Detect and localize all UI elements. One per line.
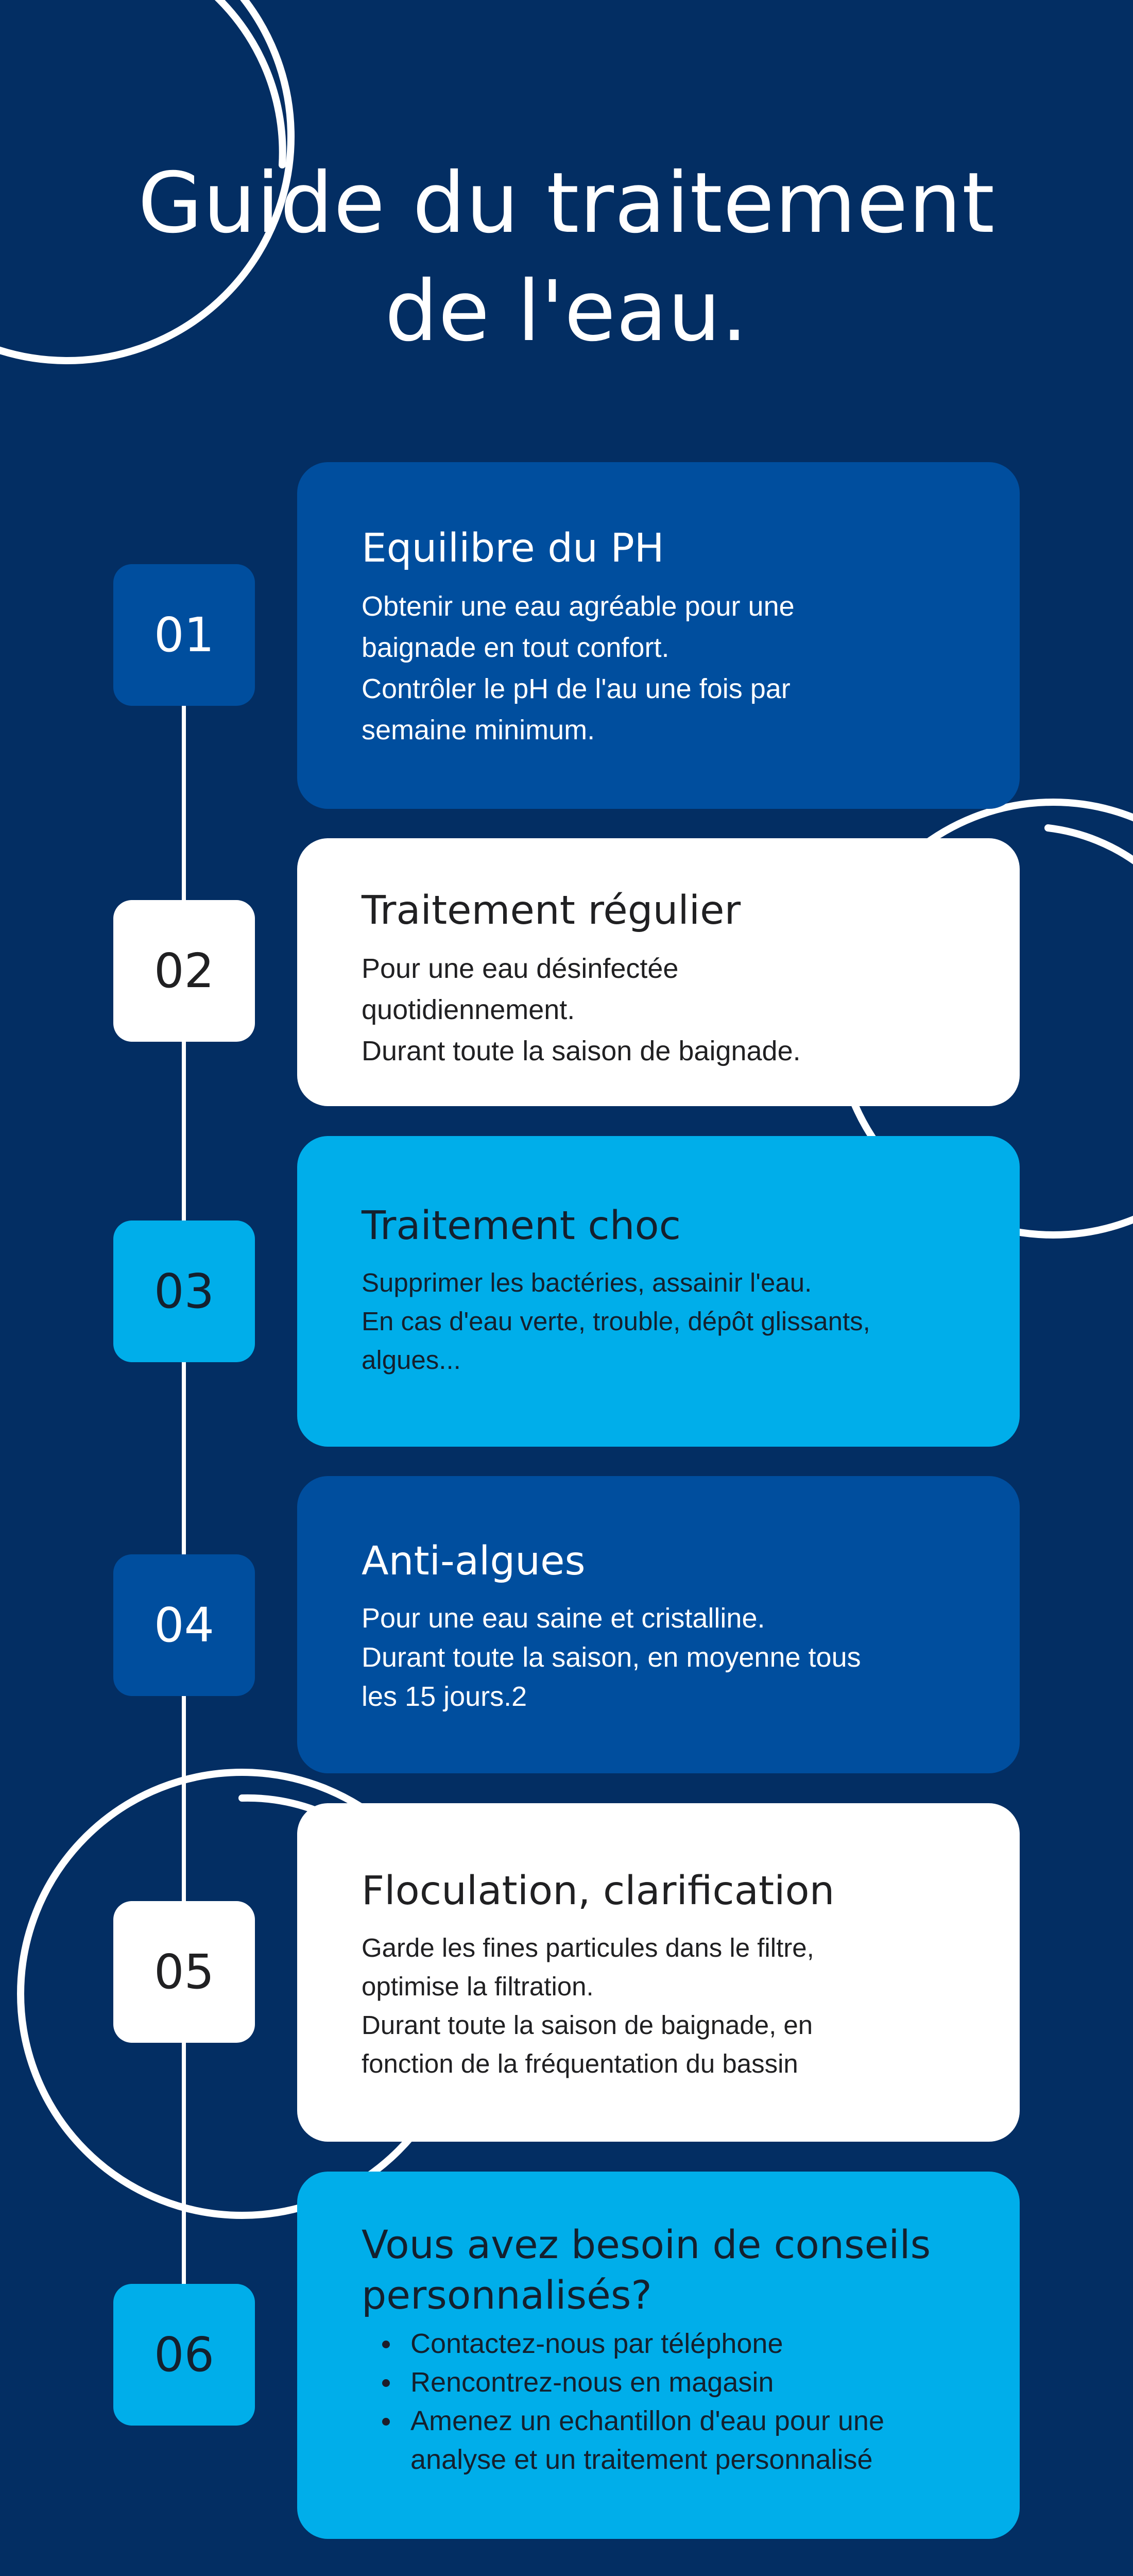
step-description [362, 948, 958, 1072]
description-line: les 15 jours.2 [362, 1681, 527, 1712]
step-card-personal-advice [297, 2172, 1020, 2539]
step-card-anti-algae [297, 1476, 1020, 1773]
heading-line: Vous avez besoin de conseils [362, 2222, 931, 2267]
description-line: Obtenir une eau agréable pour une [362, 591, 795, 622]
description-line: baignade en tout confort. [362, 632, 670, 663]
right-ring-inner-arc [1048, 828, 1133, 866]
top-left-ring-inner-arc [173, 0, 283, 165]
description-line: fonction de la fréquentation du bassin [362, 2049, 798, 2078]
description-line: Durant toute la saison, en moyenne tous [362, 1642, 861, 1673]
step-heading: Traitement régulier [362, 888, 741, 934]
description-line: Pour une eau désinfectée [362, 953, 679, 984]
step-number-badge-03: 03 [113, 1221, 255, 1362]
page-title-line-2: de l'eau. [385, 263, 748, 360]
step-card-regular-treatment [297, 838, 1020, 1106]
step-number-badge-02: 02 [113, 900, 255, 1042]
step-description [362, 586, 958, 751]
description-line: Contrôler le pH de l'au une fois par [362, 673, 791, 704]
page-title [0, 149, 1133, 366]
step-number-badge-04: 04 [113, 1554, 255, 1696]
step-number-badge-01: 01 [113, 564, 255, 706]
description-line: semaine minimum. [362, 715, 595, 745]
step-description [362, 1599, 958, 1716]
step-card-shock-treatment [297, 1136, 1020, 1447]
step-heading [362, 2219, 958, 2320]
bullet-text: analyse et un traitement personnalisé [410, 2444, 873, 2475]
step-number-badge-05: 05 [113, 1901, 255, 2043]
step-heading: Traitement choc [362, 1203, 681, 1249]
step-description [362, 1928, 958, 2083]
description-line: quotidiennement. [362, 994, 575, 1025]
description-line: Garde les fines particules dans le filtre, [362, 1933, 814, 1962]
bullet-item: Rencontrez-nous en magasin [362, 2363, 958, 2402]
step-description [362, 1263, 958, 1379]
step-card-flocculation [297, 1803, 1020, 2142]
step-card-ph-balance [297, 462, 1020, 809]
description-line: Durant toute la saison de baignade, en [362, 2010, 813, 2040]
description-line: Pour une eau saine et cristalline. [362, 1603, 765, 1634]
page-title-line-1: Guide du traitement [138, 155, 995, 252]
bullet-item [362, 2402, 958, 2479]
description-line: Durant toute la saison de baignade. [362, 1036, 801, 1066]
step-heading: Anti-algues [362, 1538, 586, 1584]
description-line: Supprimer les bactéries, assainir l'eau. [362, 1268, 812, 1297]
description-line: algues... [362, 1345, 461, 1375]
contact-bullet-list [362, 2325, 958, 2479]
step-heading: Equilibre du PH [362, 526, 664, 571]
bullet-item: Contactez-nous par téléphone [362, 2325, 958, 2363]
description-line: En cas d'eau verte, trouble, dépôt glissants, [362, 1307, 870, 1336]
heading-line: personnalisés? [362, 2272, 652, 2318]
step-heading: Floculation, clarification [362, 1868, 835, 1914]
bullet-text: Amenez un echantillon d'eau pour une [410, 2405, 884, 2436]
step-number-badge-06: 06 [113, 2284, 255, 2426]
description-line: optimise la filtration. [362, 1972, 594, 2001]
